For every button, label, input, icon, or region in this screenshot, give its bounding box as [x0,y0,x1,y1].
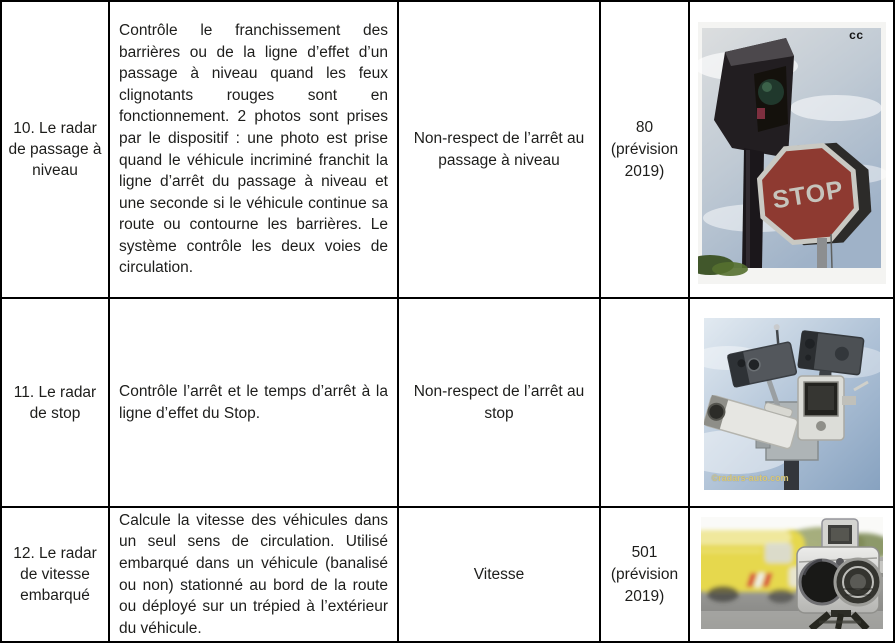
photo-cell [690,508,893,641]
level-crossing-radar-photo [698,22,886,284]
radar-description-cell [110,2,399,299]
photo-watermark: ©radars-auto.com [711,473,789,483]
radar-description: Contrôle le franchissement des barrières ou de la ligne d’effet d’un passage à niveau quand les feux clignotants rouges sont en fonctionnement. 2 photos sont prises par le dispositif : une photo est prise quand le véhicule incriminé franchit la ligne d’arrêt du passage à niveau et une seconde si le véhicule continue sa route ou contourne les barrières. Le système contrôle les deux voies de circulation. [119,21,388,277]
svg-text:STOP: STOP [770,175,846,215]
radar-description: Calcule la vitesse des véhicules dans un seul sens de circulation. Utilisé embarqué dans un véhicule (banalisé ou non) stationné au bord de la route ou déployé sur un trépied à l’extérieur du véhicule. [119,511,388,637]
radar-name-cell [2,2,110,299]
radar-description: Contrôle l’arrêt et le temps d’arrêt à la ligne d’effet du Stop. [119,382,388,422]
infraction-text: Non-respect de l’arrêt au stop [413,383,585,422]
infraction-cell [399,508,601,641]
mobile-speed-radar-photo [701,517,883,629]
count-text: 501 (prévision 2019) [610,543,679,605]
count-cell [601,299,690,508]
infraction-cell [399,299,601,508]
radar-name-cell [2,299,110,508]
radar-description-cell [110,299,399,508]
count-cell [601,508,690,641]
infraction-text: Non-respect de l’arrêt au passage à niveau [413,130,585,169]
photo-credit-cc: cc [849,28,864,42]
radar-name: 10. Le radar de passage à niveau [8,120,102,179]
photo-cell [690,299,893,508]
radar-name-cell [2,508,110,641]
level-crossing-radar-illustration [698,22,886,284]
radar-description-cell [110,508,399,641]
photo-cell [690,2,893,299]
infraction-text: Vitesse [473,565,525,583]
radar-name: 12. Le radar de vitesse embarqué [13,545,97,604]
infraction-cell [399,2,601,299]
stop-radar-illustration [704,318,880,490]
stop-radar-photo [704,318,880,490]
count-cell [601,2,690,299]
mobile-speed-radar-illustration [701,517,883,629]
count-text: 80 (prévision 2019) [610,118,679,180]
radar-name: 11. Le radar de stop [13,383,97,422]
